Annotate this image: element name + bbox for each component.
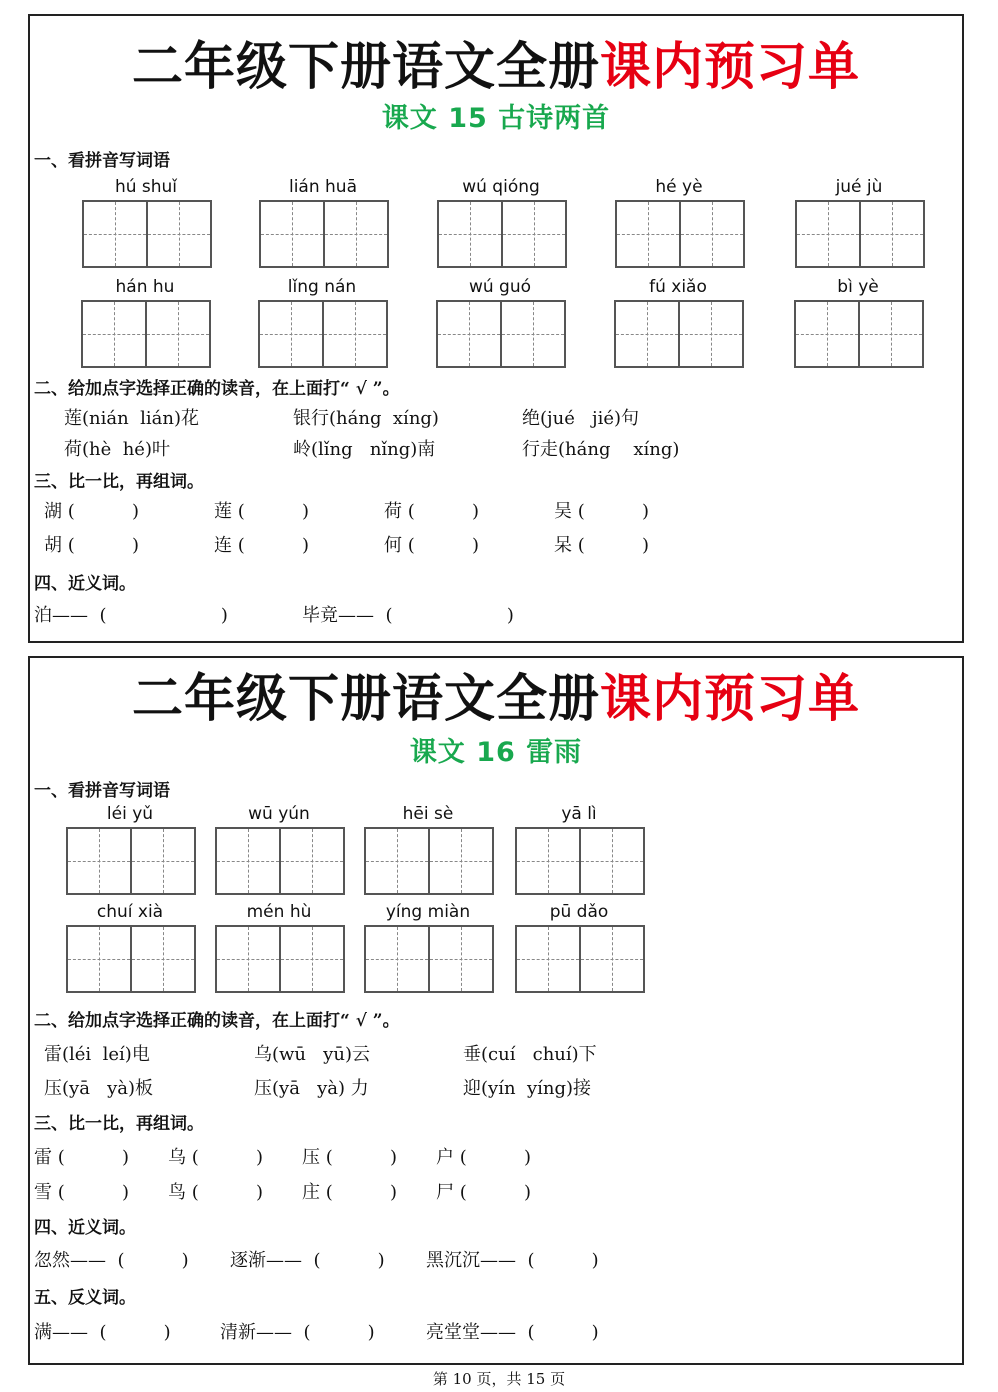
reading-choice[interactable]: 岭(lǐng nǐng)南: [293, 439, 436, 460]
compare-blank[interactable]: 湖 ( ): [44, 501, 139, 522]
reading-choice[interactable]: 压(yā yà)板: [44, 1078, 154, 1099]
section-pinyin-heading: 一、看拼音写词语: [34, 781, 170, 801]
writing-grid[interactable]: [215, 925, 345, 993]
section-compare-heading: 三、比一比，再组词。: [34, 472, 204, 492]
pinyin-label: lǐng nán: [287, 277, 357, 297]
writing-grid[interactable]: [66, 925, 196, 993]
section-reading-heading: 二、给加点字选择正确的读音，在上面打“ √ ”。: [34, 1011, 400, 1031]
pinyin-label: hé yè: [655, 177, 703, 197]
compare-blank[interactable]: 尸 ( ): [436, 1182, 531, 1203]
writing-grid[interactable]: [615, 200, 745, 268]
pinyin-label: wú guó: [468, 277, 532, 297]
pinyin-word-box: [515, 899, 643, 993]
sheet-title: [30, 670, 962, 730]
worksheet-lesson-16: [28, 656, 964, 1365]
pinyin-label: hán hu: [115, 277, 175, 297]
pinyin-word-box: [437, 174, 565, 268]
compare-blank[interactable]: 户 ( ): [436, 1147, 531, 1168]
title-red-part: 课内预习单: [600, 38, 861, 97]
compare-blank[interactable]: 压 ( ): [302, 1147, 397, 1168]
pinyin-word-box: [436, 274, 564, 368]
synonym-blank[interactable]: 黑沉沉—— ( ): [426, 1250, 599, 1271]
pinyin-word-box: [795, 174, 923, 268]
section-synonym-heading: 四、近义词。: [34, 1218, 136, 1238]
compare-blank[interactable]: 雷 ( ): [34, 1147, 129, 1168]
pinyin-word-box: [259, 174, 387, 268]
pinyin-label: hú shuǐ: [114, 177, 178, 197]
section-pinyin-heading: 一、看拼音写词语: [34, 151, 170, 171]
compare-blank[interactable]: 莲 ( ): [214, 501, 309, 522]
pinyin-label: yíng miàn: [385, 902, 471, 922]
reading-choice[interactable]: 绝(jué jié)句: [522, 408, 640, 429]
lesson-subtitle: 课文 16 雷雨: [409, 737, 583, 768]
writing-grid[interactable]: [259, 200, 389, 268]
reading-choice[interactable]: 莲(nián lián)花: [64, 408, 199, 429]
pinyin-word-box: [66, 899, 194, 993]
pinyin-label: chuí xià: [96, 902, 164, 922]
writing-grid[interactable]: [436, 300, 566, 368]
pinyin-label: yā lì: [561, 804, 597, 824]
pinyin-word-box: [81, 274, 209, 368]
pinyin-label: wū yún: [248, 804, 310, 824]
compare-blank[interactable]: 胡 ( ): [44, 535, 139, 556]
reading-choice[interactable]: 雷(léi leí)电: [44, 1044, 150, 1065]
writing-grid[interactable]: [215, 827, 345, 895]
reading-choice[interactable]: 行走(háng xíng): [522, 439, 680, 460]
pinyin-word-box: [614, 274, 742, 368]
pinyin-word-box: [515, 801, 643, 895]
writing-grid[interactable]: [364, 925, 494, 993]
pinyin-label: pū dǎo: [549, 902, 609, 922]
pinyin-word-box: [66, 801, 194, 895]
writing-grid[interactable]: [364, 827, 494, 895]
compare-blank[interactable]: 何 ( ): [384, 535, 479, 556]
title-black-part: 二年级下册语文全册: [131, 670, 600, 729]
compare-blank[interactable]: 雪 ( ): [34, 1182, 129, 1203]
pinyin-word-box: [794, 274, 922, 368]
synonym-blank[interactable]: 毕竟—— ( ): [302, 605, 514, 626]
reading-choice[interactable]: 荷(hè hé)叶: [64, 439, 170, 460]
pinyin-word-box: [258, 274, 386, 368]
writing-grid[interactable]: [614, 300, 744, 368]
antonym-blank[interactable]: 清新—— ( ): [220, 1322, 375, 1343]
title-red-part: 课内预习单: [600, 670, 861, 729]
pinyin-label: lián huā: [288, 177, 357, 197]
writing-grid[interactable]: [794, 300, 924, 368]
section-synonym-heading: 四、近义词。: [34, 574, 136, 594]
pinyin-word-box: [615, 174, 743, 268]
reading-choice[interactable]: 银行(háng xíng): [293, 408, 439, 429]
writing-grid[interactable]: [437, 200, 567, 268]
reading-choice[interactable]: 乌(wū yū)云: [254, 1044, 370, 1065]
compare-blank[interactable]: 荷 ( ): [384, 501, 479, 522]
writing-grid[interactable]: [66, 827, 196, 895]
sheet-title: [30, 38, 962, 98]
compare-blank[interactable]: 鸟 ( ): [168, 1182, 263, 1203]
pinyin-word-box: [215, 899, 343, 993]
pinyin-label: bì yè: [837, 277, 879, 297]
writing-grid[interactable]: [515, 827, 645, 895]
compare-blank[interactable]: 庄 ( ): [302, 1182, 397, 1203]
synonym-blank[interactable]: 泊—— ( ): [34, 605, 228, 626]
synonym-blank[interactable]: 逐渐—— ( ): [230, 1250, 385, 1271]
compare-blank[interactable]: 连 ( ): [214, 535, 309, 556]
pinyin-label: fú xiǎo: [649, 277, 707, 297]
antonym-blank[interactable]: 亮堂堂—— ( ): [426, 1322, 599, 1343]
pinyin-word-box: [364, 801, 492, 895]
worksheet-lesson-15: [28, 14, 964, 643]
writing-grid[interactable]: [258, 300, 388, 368]
pinyin-label: hēi sè: [402, 804, 454, 824]
reading-choice[interactable]: 迎(yín yíng)接: [463, 1078, 592, 1099]
page-footer: 第 10 页，共 15 页: [432, 1370, 566, 1388]
writing-grid[interactable]: [82, 200, 212, 268]
section-antonym-heading: 五、反义词。: [34, 1288, 136, 1308]
writing-grid[interactable]: [81, 300, 211, 368]
reading-choice[interactable]: 压(yā yà) 力: [254, 1078, 369, 1099]
writing-grid[interactable]: [795, 200, 925, 268]
lesson-subtitle: 课文 15 古诗两首: [381, 103, 611, 134]
section-reading-heading: 二、给加点字选择正确的读音，在上面打“ √ ”。: [34, 379, 400, 399]
compare-blank[interactable]: 乌 ( ): [168, 1147, 263, 1168]
compare-blank[interactable]: 呆 ( ): [554, 535, 649, 556]
writing-grid[interactable]: [515, 925, 645, 993]
pinyin-word-box: [82, 174, 210, 268]
reading-choice[interactable]: 垂(cuí chuí)下: [463, 1044, 597, 1065]
pinyin-label: jué jù: [835, 177, 883, 197]
pinyin-label: wú qióng: [462, 177, 540, 197]
pinyin-label: léi yǔ: [106, 804, 154, 824]
pinyin-label: mén hù: [246, 902, 312, 922]
compare-blank[interactable]: 吴 ( ): [554, 501, 649, 522]
antonym-blank[interactable]: 满—— ( ): [34, 1322, 171, 1343]
title-black-part: 二年级下册语文全册: [131, 38, 600, 97]
pinyin-word-box: [364, 899, 492, 993]
synonym-blank[interactable]: 忽然—— ( ): [34, 1250, 189, 1271]
pinyin-word-box: [215, 801, 343, 895]
section-compare-heading: 三、比一比，再组词。: [34, 1114, 204, 1134]
